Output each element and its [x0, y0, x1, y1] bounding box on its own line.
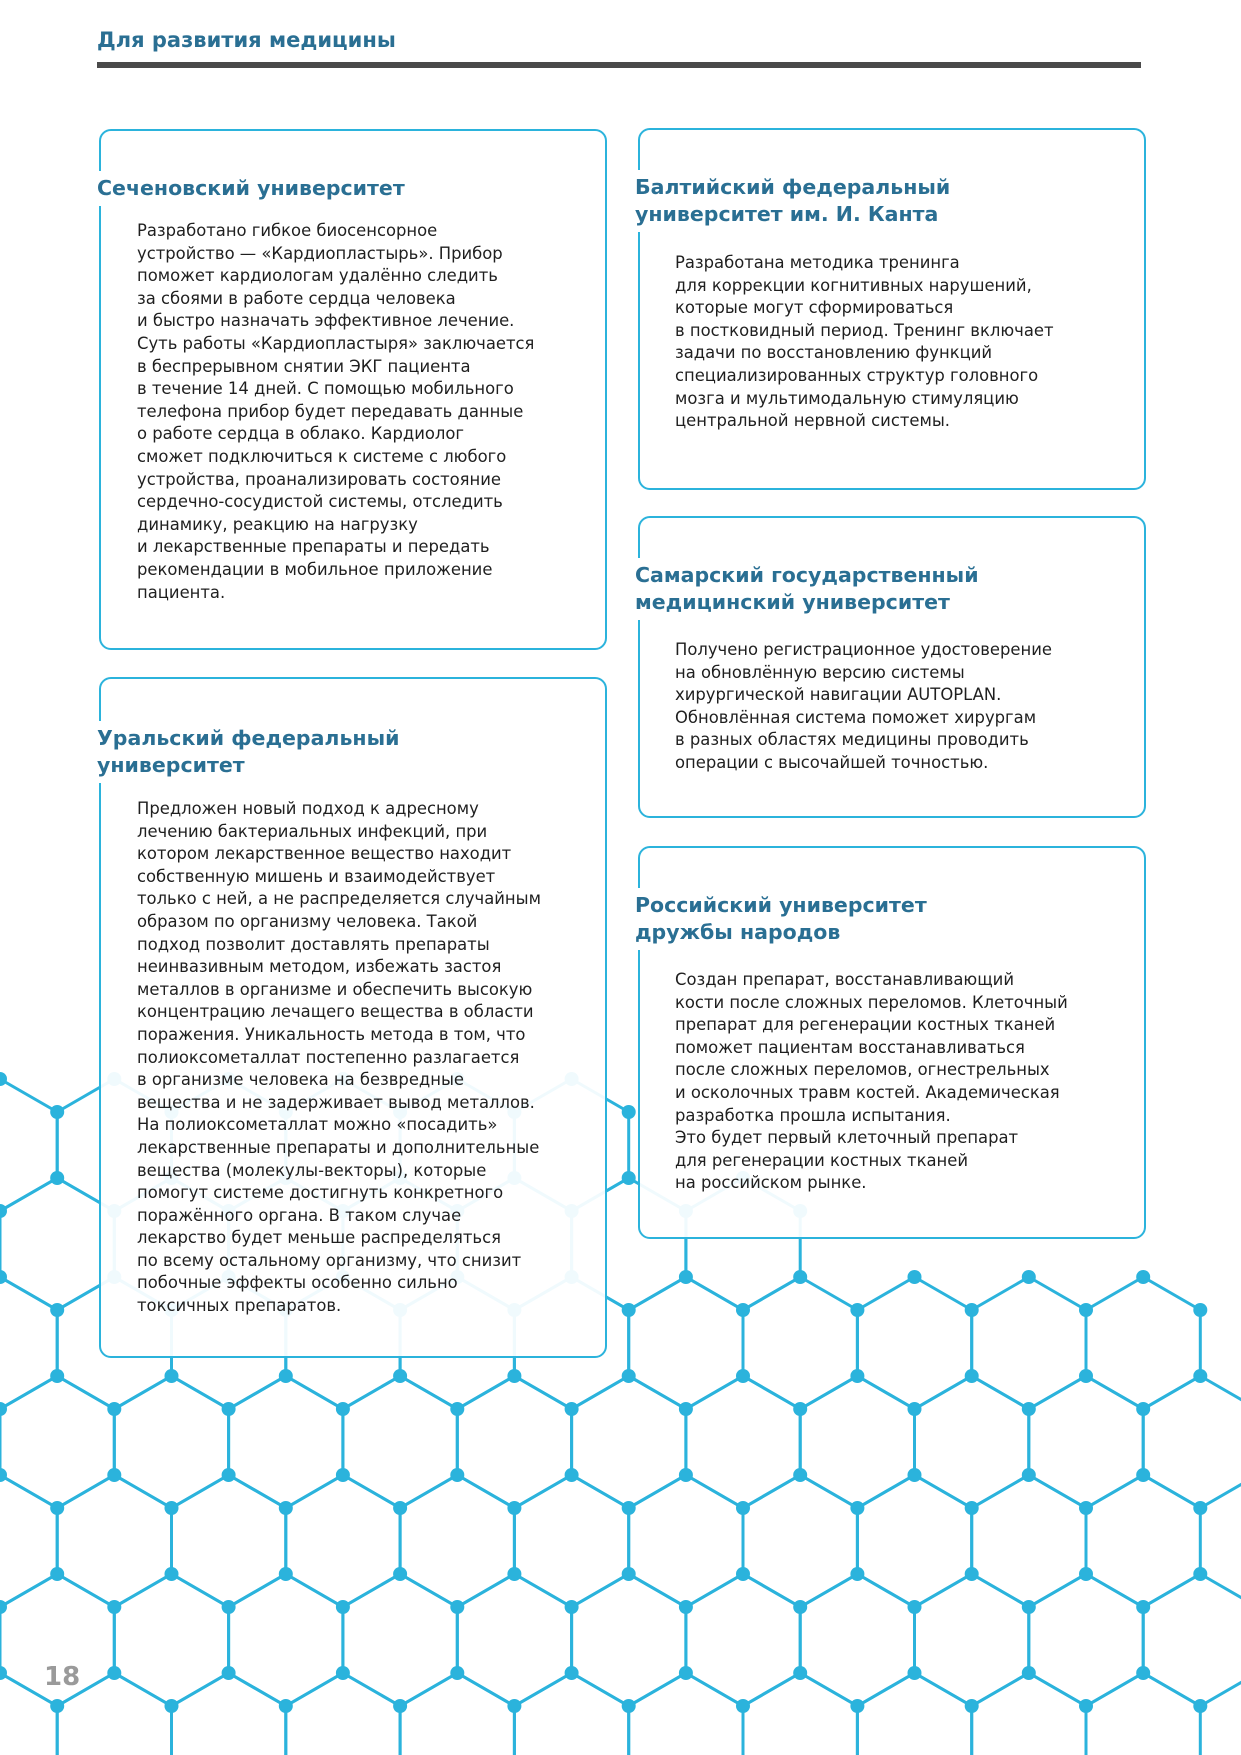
hex-node	[450, 1402, 464, 1416]
hex-cell	[1086, 1673, 1200, 1755]
hex-node	[165, 1567, 179, 1581]
card-text-line: поможет пациентам восстанавливаться	[675, 1037, 1025, 1057]
card-text-line: вещества (молекулы-векторы), которые	[137, 1160, 487, 1180]
hex-node	[222, 1468, 236, 1482]
hex-node	[50, 1699, 64, 1713]
hex-node	[507, 1699, 521, 1713]
card-text-line: на обновлённую версию системы	[675, 662, 965, 682]
card-text-line: Суть работы «Кардиопластыря» заключается	[137, 333, 535, 353]
card-text-line: лекарство будет меньше распределяться	[137, 1228, 501, 1248]
card-title-line: Сеченовский университет	[97, 176, 405, 200]
hex-node	[679, 1402, 693, 1416]
card-text-line: хирургической навигации AUTOPLAN.	[675, 685, 1002, 705]
hex-cell	[1029, 1376, 1143, 1508]
card-text-line: Разработана методика тренинга	[675, 253, 960, 272]
hex-node	[1022, 1666, 1036, 1680]
hex-node	[565, 1666, 579, 1680]
card-text-line: концентрацию лечащего вещества в области	[137, 1002, 534, 1022]
hex-node	[1079, 1303, 1093, 1317]
hex-node	[622, 1699, 636, 1713]
hex-node	[1193, 1369, 1207, 1383]
hex-node	[107, 1402, 121, 1416]
hex-node	[622, 1105, 636, 1119]
hex-cell	[572, 1574, 686, 1706]
hex-cell	[915, 1376, 1029, 1508]
hex-cell	[629, 1277, 743, 1409]
card-samara-title	[635, 558, 987, 620]
card-text-line: разработка прошла испытания.	[675, 1105, 951, 1125]
card-text-line: Это будет первый клеточный препарат	[675, 1128, 1019, 1148]
hex-cell	[457, 1376, 571, 1508]
hex-cell	[686, 1376, 800, 1508]
card-samara-text	[675, 639, 1052, 775]
hex-node	[1022, 1402, 1036, 1416]
card-text-line: и быстро назначать эффективное лечение.	[137, 311, 515, 331]
hex-node	[50, 1501, 64, 1515]
hex-cell	[686, 1574, 800, 1706]
hex-node	[222, 1402, 236, 1416]
card-text-line: задачи по восстановлению функций	[675, 343, 993, 363]
hex-node	[50, 1567, 64, 1581]
hex-cell	[629, 1673, 743, 1755]
hex-cell	[572, 1376, 686, 1508]
hex-node	[450, 1666, 464, 1680]
card-text-line: поражения. Уникальность метода в том, что	[137, 1024, 526, 1044]
hex-cell	[1143, 1376, 1241, 1508]
hex-node	[622, 1303, 636, 1317]
card-ural-title	[97, 721, 407, 783]
hex-node	[1079, 1699, 1093, 1713]
card-text-line: подход позволит доставлять препараты	[137, 934, 490, 954]
card-title-line: медицинский университет	[635, 590, 950, 614]
card-text-line: для коррекции когнитивных нарушений,	[675, 275, 1032, 295]
hex-cell	[343, 1376, 457, 1508]
header-rule	[97, 62, 1141, 68]
hex-cell	[800, 1376, 914, 1508]
card-text-line: операции с высочайшей точностью.	[675, 752, 989, 772]
hex-node	[736, 1369, 750, 1383]
hex-node	[450, 1600, 464, 1614]
card-text-line: котором лекарственное вещество находит	[137, 844, 512, 864]
hex-node	[850, 1303, 864, 1317]
card-text-line: о работе сердца в облако. Кардиолог	[137, 424, 464, 444]
hex-node	[1136, 1270, 1150, 1284]
hex-node	[565, 1600, 579, 1614]
hex-cell	[400, 1673, 514, 1755]
hex-node	[222, 1600, 236, 1614]
hex-cell	[743, 1475, 857, 1607]
hex-node	[393, 1567, 407, 1581]
card-text-line: мозга и мультимодальную стимуляцию	[675, 388, 1019, 408]
hex-node	[736, 1501, 750, 1515]
hex-cell	[1086, 1277, 1200, 1409]
hex-node	[908, 1402, 922, 1416]
hex-node	[50, 1105, 64, 1119]
hex-node	[1136, 1666, 1150, 1680]
hex-node	[507, 1501, 521, 1515]
hex-cell	[0, 1475, 57, 1607]
card-text-line: На полиоксометаллат можно «посадить»	[137, 1115, 498, 1135]
card-title-line: университет им. И. Канта	[635, 202, 939, 226]
card-text-line: поражённого органа. В таком случае	[137, 1205, 462, 1225]
hex-node	[1193, 1567, 1207, 1581]
hex-node	[1079, 1567, 1093, 1581]
card-title-line: Российский университет	[635, 893, 927, 917]
card-rudn-title	[635, 888, 935, 950]
hex-node	[793, 1402, 807, 1416]
hex-cell	[400, 1475, 514, 1607]
hex-cell	[0, 1079, 57, 1211]
hex-node	[50, 1171, 64, 1185]
card-text-line: лекарственные препараты и дополнительные	[137, 1137, 540, 1157]
hex-node	[965, 1501, 979, 1515]
hex-node	[165, 1501, 179, 1515]
card-text-line: за сбоями в работе сердца человека	[137, 288, 456, 308]
hex-node	[50, 1303, 64, 1317]
hex-node	[850, 1369, 864, 1383]
section-title: Для развития медицины	[97, 28, 396, 52]
hex-node	[565, 1402, 579, 1416]
hex-node	[736, 1699, 750, 1713]
card-text-line: в постковидный период. Тренинг включает	[675, 320, 1054, 340]
card-text-line: устройства, проанализировать состояние	[137, 469, 501, 489]
hex-node	[622, 1171, 636, 1185]
card-text-line: сердечно-сосудистой системы, отследить	[137, 492, 503, 512]
hex-node	[908, 1600, 922, 1614]
hex-cell	[972, 1475, 1086, 1607]
hex-cell	[857, 1475, 971, 1607]
hex-cell	[743, 1673, 857, 1755]
hex-node	[793, 1270, 807, 1284]
hex-node	[1022, 1270, 1036, 1284]
card-text-line: металлов в организме и обеспечить высокую	[137, 979, 533, 999]
hex-node	[850, 1699, 864, 1713]
hex-node	[565, 1468, 579, 1482]
hex-node	[965, 1567, 979, 1581]
hex-cell	[743, 1277, 857, 1409]
card-text-line: препарат для регенерации костных тканей	[675, 1015, 1056, 1035]
card-text-line: образом по организму человека. Такой	[137, 911, 478, 931]
card-title-line: университет	[97, 753, 245, 777]
hex-cell	[514, 1475, 628, 1607]
hex-node	[336, 1402, 350, 1416]
card-text-line: специализированных структур головного	[675, 365, 1039, 385]
card-text-line: и осколочных травм костей. Академическая	[675, 1082, 1060, 1102]
card-text-line: кости после сложных переломов. Клеточный	[675, 992, 1068, 1012]
card-text-line: Создан препарат, восстанавливающий	[675, 970, 1014, 989]
card-text-line: динамику, реакцию на нагрузку	[137, 514, 418, 534]
hex-node	[165, 1369, 179, 1383]
hex-node	[793, 1666, 807, 1680]
hex-cell	[514, 1673, 628, 1755]
hex-cell	[857, 1277, 971, 1409]
card-text-line: сможет подключиться к системе с любого	[137, 446, 507, 466]
card-text-line: Предложен новый подход к адресному	[137, 799, 479, 818]
card-text-line: побочные эффекты особенно сильно	[137, 1273, 458, 1293]
hex-cell	[172, 1475, 286, 1607]
card-title-line: Самарский государственный	[635, 563, 979, 587]
hex-cell	[457, 1574, 571, 1706]
hex-cell	[1143, 1574, 1241, 1706]
hex-cell	[0, 1376, 114, 1508]
hex-node	[679, 1600, 693, 1614]
hex-cell	[1029, 1574, 1143, 1706]
card-sechenov-title	[97, 171, 413, 206]
hex-node	[107, 1600, 121, 1614]
card-text-line: только с ней, а не распределяется случайным	[137, 889, 541, 909]
hex-node	[1136, 1600, 1150, 1614]
hex-node	[1136, 1402, 1150, 1416]
card-text-line: вещества и не задерживает вывод металлов.	[137, 1092, 535, 1112]
hex-node	[679, 1666, 693, 1680]
card-text-line: поможет кардиологам удалённо следить	[137, 266, 498, 286]
hex-node	[279, 1567, 293, 1581]
hex-cell	[286, 1475, 400, 1607]
hex-cell	[972, 1673, 1086, 1755]
card-text-line: Разработано гибкое биосенсорное	[137, 221, 438, 240]
hex-node	[393, 1369, 407, 1383]
card-text-line: рекомендации в мобильное приложение	[137, 559, 493, 579]
card-text-line: неинвазивным методом, избежать застоя	[137, 957, 502, 977]
hex-node	[107, 1468, 121, 1482]
card-text-line: телефона прибор будет передавать данные	[137, 401, 524, 421]
hex-node	[679, 1270, 693, 1284]
page-number: 18	[44, 1662, 81, 1692]
hex-cell	[1086, 1475, 1200, 1607]
hex-cell	[57, 1475, 171, 1607]
hex-node	[393, 1699, 407, 1713]
card-baltic-text	[675, 252, 1054, 433]
hex-node	[622, 1501, 636, 1515]
hex-cell	[172, 1673, 286, 1755]
hex-cell	[114, 1376, 228, 1508]
card-text-line: устройство — «Кардиопластырь». Прибор	[137, 243, 503, 263]
card-text-line: Получено регистрационное удостоверение	[675, 640, 1052, 659]
hex-node	[1193, 1303, 1207, 1317]
card-text-line: в течение 14 дней. С помощью мобильного	[137, 379, 514, 399]
hex-cell	[0, 1178, 114, 1310]
hex-cell	[629, 1475, 743, 1607]
hex-cell	[0, 1277, 57, 1409]
card-text-line: в организме человека на безвредные	[137, 1070, 464, 1090]
card-text-line: собственную мишень и взаимодействует	[137, 866, 496, 886]
hex-node	[336, 1468, 350, 1482]
card-text-line: Обновлённая система поможет хирургам	[675, 707, 1037, 727]
hex-cell	[229, 1376, 343, 1508]
card-ural-text	[137, 798, 541, 1318]
hex-node	[1079, 1501, 1093, 1515]
hex-cell	[229, 1574, 343, 1706]
card-text-line: на российском рынке.	[675, 1173, 867, 1193]
hex-node	[50, 1369, 64, 1383]
hex-node	[622, 1369, 636, 1383]
card-rudn-text	[675, 969, 1068, 1195]
hex-node	[1022, 1600, 1036, 1614]
hex-node	[222, 1666, 236, 1680]
card-text-line: которые могут сформироваться	[675, 298, 954, 318]
card-text-line: лечению бактериальных инфекций, при	[137, 821, 488, 841]
hex-node	[1079, 1369, 1093, 1383]
hex-node	[336, 1600, 350, 1614]
hex-node	[107, 1666, 121, 1680]
hex-node	[908, 1468, 922, 1482]
hex-node	[393, 1501, 407, 1515]
card-title-line: Балтийский федеральный	[635, 175, 951, 199]
hex-cell	[343, 1574, 457, 1706]
card-text-line: центральной нервной системы.	[675, 411, 950, 431]
card-text-line: после сложных переломов, огнестрельных	[675, 1060, 1050, 1080]
hex-node	[279, 1699, 293, 1713]
hex-node	[736, 1567, 750, 1581]
hex-node	[1193, 1501, 1207, 1515]
hex-node	[965, 1369, 979, 1383]
card-text-line: в беспрерывном снятии ЭКГ пациента	[137, 356, 471, 376]
hex-cell	[286, 1673, 400, 1755]
hex-node	[279, 1501, 293, 1515]
card-text-line: по всему остальному организму, что снизит	[137, 1250, 522, 1270]
card-text-line: и лекарственные препараты и передать	[137, 537, 490, 557]
card-text-line: токсичных препаратов.	[137, 1296, 342, 1316]
card-title-line: дружбы народов	[635, 920, 841, 944]
hex-cell	[857, 1673, 971, 1755]
hex-node	[1136, 1468, 1150, 1482]
hex-node	[507, 1567, 521, 1581]
card-text-line: для регенерации костных тканей	[675, 1150, 968, 1170]
hex-node	[736, 1303, 750, 1317]
card-baltic-title	[635, 170, 958, 232]
hex-node	[1193, 1699, 1207, 1713]
hex-node	[507, 1369, 521, 1383]
hex-node	[850, 1501, 864, 1515]
hex-node	[908, 1666, 922, 1680]
card-sechenov-text	[137, 220, 534, 604]
hex-node	[679, 1468, 693, 1482]
hex-node	[965, 1699, 979, 1713]
hex-cell	[114, 1574, 228, 1706]
hex-node	[793, 1468, 807, 1482]
hex-node	[279, 1369, 293, 1383]
card-text-line: пациента.	[137, 582, 226, 602]
hex-cell	[800, 1574, 914, 1706]
hex-node	[336, 1666, 350, 1680]
hex-node	[908, 1270, 922, 1284]
hex-node	[850, 1567, 864, 1581]
hex-cell	[972, 1277, 1086, 1409]
hex-node	[793, 1600, 807, 1614]
hex-node	[1022, 1468, 1036, 1482]
hex-node	[622, 1567, 636, 1581]
card-text-line: в разных областях медицины проводить	[675, 730, 1029, 750]
hex-node	[450, 1468, 464, 1482]
card-text-line: помогут системе достигнуть конкретного	[137, 1183, 504, 1203]
card-title-line: Уральский федеральный	[97, 726, 400, 750]
hex-node	[165, 1699, 179, 1713]
card-text-line: полиоксометаллат постепенно разлагается	[137, 1047, 520, 1067]
hex-node	[965, 1303, 979, 1317]
hex-cell	[915, 1574, 1029, 1706]
